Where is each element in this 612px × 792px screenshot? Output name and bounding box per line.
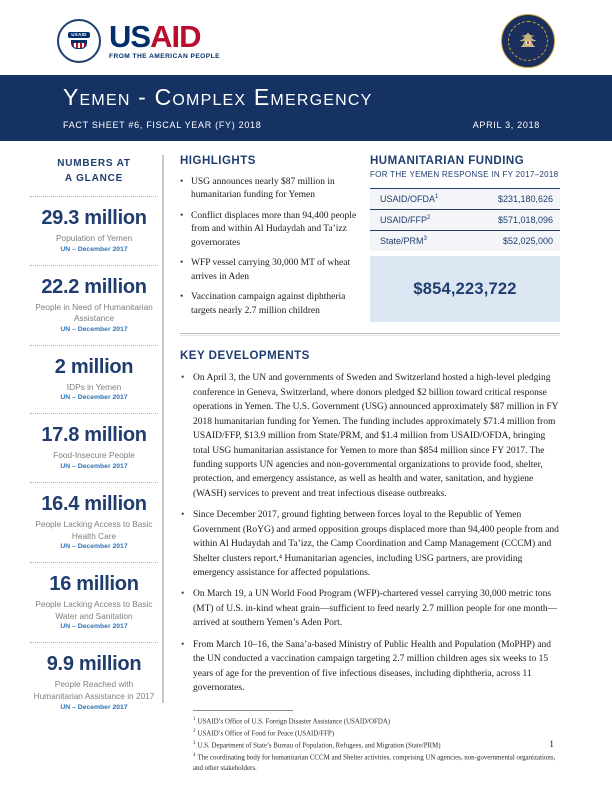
funding-row-label: State/PRM$^3$ (380, 236, 427, 246)
stat-population (30, 197, 158, 265)
key-development-item: • From March 10–16, the Sana’a-based Ministry of Public Health and Population (MoPHP) and the UN conducted a vaccination campaign targeting 2.7 million children ages six weeks to 15 years of age for the prevention of five infectious diseases, including diphtheria, across 11 governorates. (180, 638, 560, 696)
funding-total-amount: $854,223,722 (413, 279, 517, 298)
footnotes (180, 710, 560, 775)
stat-label: Food-Insecure People (53, 450, 135, 461)
key-developments-list (180, 371, 560, 695)
funding-row (370, 209, 560, 230)
fact-sheet-label: FACT SHEET #6, FISCAL YEAR (FY) 2018 (63, 120, 262, 130)
stat-label: People in Need of Humanitarian Assistance (35, 301, 153, 324)
highlight-item: • USG announces nearly $87 million in humanitarian funding for Yemen (180, 176, 366, 203)
highlights-section (180, 155, 366, 325)
stat-value: 2 million (54, 355, 134, 378)
funding-total-box (370, 256, 560, 322)
title-bar (0, 75, 612, 141)
stat-source: UN – December 2017 (60, 394, 128, 402)
stat-idps (30, 346, 158, 414)
sidebar-title (30, 157, 158, 186)
usaid-logo (57, 19, 220, 63)
key-development-item: • On March 19, a UN World Food Program (WFP)-chartered vessel carrying 30,000 metric tons (MT) of U.S. in-kind wheat grain—sufficient to feed nearly 2.7 million people for one month—arrived at southern Yemen’s Aden Port. (180, 587, 560, 630)
stat-source: UN – December 2017 (60, 325, 128, 333)
highlight-item: • WFP vessel carrying 30,000 MT of wheat arrives in Aden (180, 257, 366, 284)
key-developments-title: KEY DEVELOPMENTS (180, 350, 310, 363)
sidebar-title-line2: A GLANCE (64, 172, 124, 184)
funding-title: HUMANITARIAN FUNDING (370, 155, 525, 167)
stat-value: 17.8 million (41, 424, 147, 447)
highlight-item: • Conflict displaces more than 94,400 people from and within Al Hudaydah and Ta’izz governorates (180, 210, 366, 250)
funding-row-label: USAID/FFP$^2$ (380, 215, 431, 225)
stat-value: 22.2 million (41, 275, 147, 298)
document-title: Yemen - Complex Emergency (63, 84, 373, 110)
funding-table (370, 188, 560, 322)
key-development-item: • Since December 2017, ground fighting between forces loyal to the Republic of Yemen Government (RoYG) and armed opposition groups displaced more than 94,400 people from and within Al Hudaydah and Ta’izz, the Camp Coordination and Camp Management (CCCM) and Shelter clusters report.⁴ Humanitarian agencies, including USG partners, are providing emergency assistance for affected populations. (180, 508, 560, 580)
stat-source: UN – December 2017 (60, 703, 128, 711)
stat-label: People Reached with Humanitarian Assistance in 2017 (33, 679, 155, 702)
footnote: $^2$ USAID’s Office of Food for Peace (USAID/FFP) (193, 728, 335, 737)
usaid-seal-icon (57, 19, 101, 63)
stat-value: 16 million (49, 573, 139, 596)
usaid-seal-text: USAID (68, 32, 90, 39)
numbers-at-a-glance-sidebar (30, 155, 158, 774)
footnote-rule (193, 710, 293, 711)
stat-label: Population of Yemen (55, 233, 133, 243)
funding-row-label: USAID/OFDA$^1$ (380, 194, 439, 204)
key-developments-section (180, 350, 560, 695)
header-logo-band (0, 0, 612, 75)
usaid-wordmark-aid: AID (150, 18, 201, 54)
stat-value: 29.3 million (41, 207, 147, 229)
stat-source: UN – December 2017 (60, 245, 128, 253)
funding-row-amount: $52,025,000 (502, 236, 553, 246)
funding-row (370, 230, 560, 251)
stat-people-in-need (30, 266, 158, 345)
page-number: 1 (549, 740, 554, 750)
funding-subtitle: FOR THE YEMEN RESPONSE IN FY 2017–2018 (370, 170, 559, 179)
stat-source: UN – December 2017 (60, 463, 128, 471)
sidebar-title-line1: NUMBERS AT (57, 158, 131, 169)
content-area (0, 141, 612, 774)
stat-people-reached (30, 643, 158, 722)
state-seal-inner-ring (508, 21, 548, 61)
footnote: $^1$ USAID’s Office of U.S. Foreign Disaster Assistance (USAID/OFDA) (193, 716, 391, 725)
usaid-tagline: FROM THE AMERICAN PEOPLE (109, 52, 220, 60)
stat-water-sanitation (30, 563, 158, 642)
highlight-item: • Vaccination campaign against diphtheria targets nearly 2.7 million children (180, 291, 366, 318)
stat-value: 9.9 million (46, 653, 142, 676)
highlights-title: HIGHLIGHTS (180, 155, 256, 167)
date-label: APRIL 3, 2018 (472, 120, 540, 130)
funding-row (370, 188, 560, 209)
funding-row-amount: $231,180,626 (497, 194, 553, 204)
stat-value: 16.4 million (41, 493, 147, 516)
footnote: $^4$ The coordinating body for humanitarian CCCM and Shelter activities, comprising UN agencies, non-governmental organizations, and other stakeholders. (193, 752, 556, 772)
stat-label: People Lacking Access to Basic Water and Sanitation (35, 599, 153, 621)
key-development-item: • On April 3, the UN and governments of Sweden and Switzerland hosted a high-level pledging conference in Geneva, Switzerland, where donors pledged $2 billion toward critical response operations in Yemen. The U.S. Government (USG) announced approximately $87 million in FY 2018 humanitarian funding for Yemen. The funding includes approximately $71.4 million from USAID/FFP, $13.9 million from State/PRM, and $1.4 million from USAID/OFDA, bringing total USG humanitarian assistance for Yemen to more than $854 million since FY 2017. The funding supports UN agencies and non-governmental organizations to provide food, shelter, protection, and emergency assistance, as well as health and water, sanitation, and hygiene (WASH) services to prevent and treat infectious disease outbreaks. (180, 371, 560, 501)
main-column (164, 155, 560, 774)
stat-source: UN – December 2017 (60, 623, 128, 631)
stat-source: UN – December 2017 (60, 543, 128, 551)
funding-row-amount: $571,018,096 (497, 215, 553, 225)
usaid-shield-icon (71, 40, 87, 49)
usaid-wordmark (109, 18, 220, 61)
usaid-wordmark-us: US (109, 18, 151, 54)
footnote: $^3$ U.S. Department of State’s Bureau of Population, Refugees, and Migration (State/PRM) (193, 740, 441, 749)
state-department-seal-icon (501, 14, 555, 68)
stat-label: IDPs in Yemen (66, 381, 122, 392)
highlights-list (180, 176, 366, 318)
stat-label: People Lacking Access to Basic Health Care (35, 519, 153, 541)
eagle-icon (515, 28, 541, 54)
section-divider (180, 333, 560, 336)
stat-food-insecure (30, 414, 158, 482)
stat-health-care (30, 483, 158, 562)
humanitarian-funding-section (370, 155, 560, 325)
